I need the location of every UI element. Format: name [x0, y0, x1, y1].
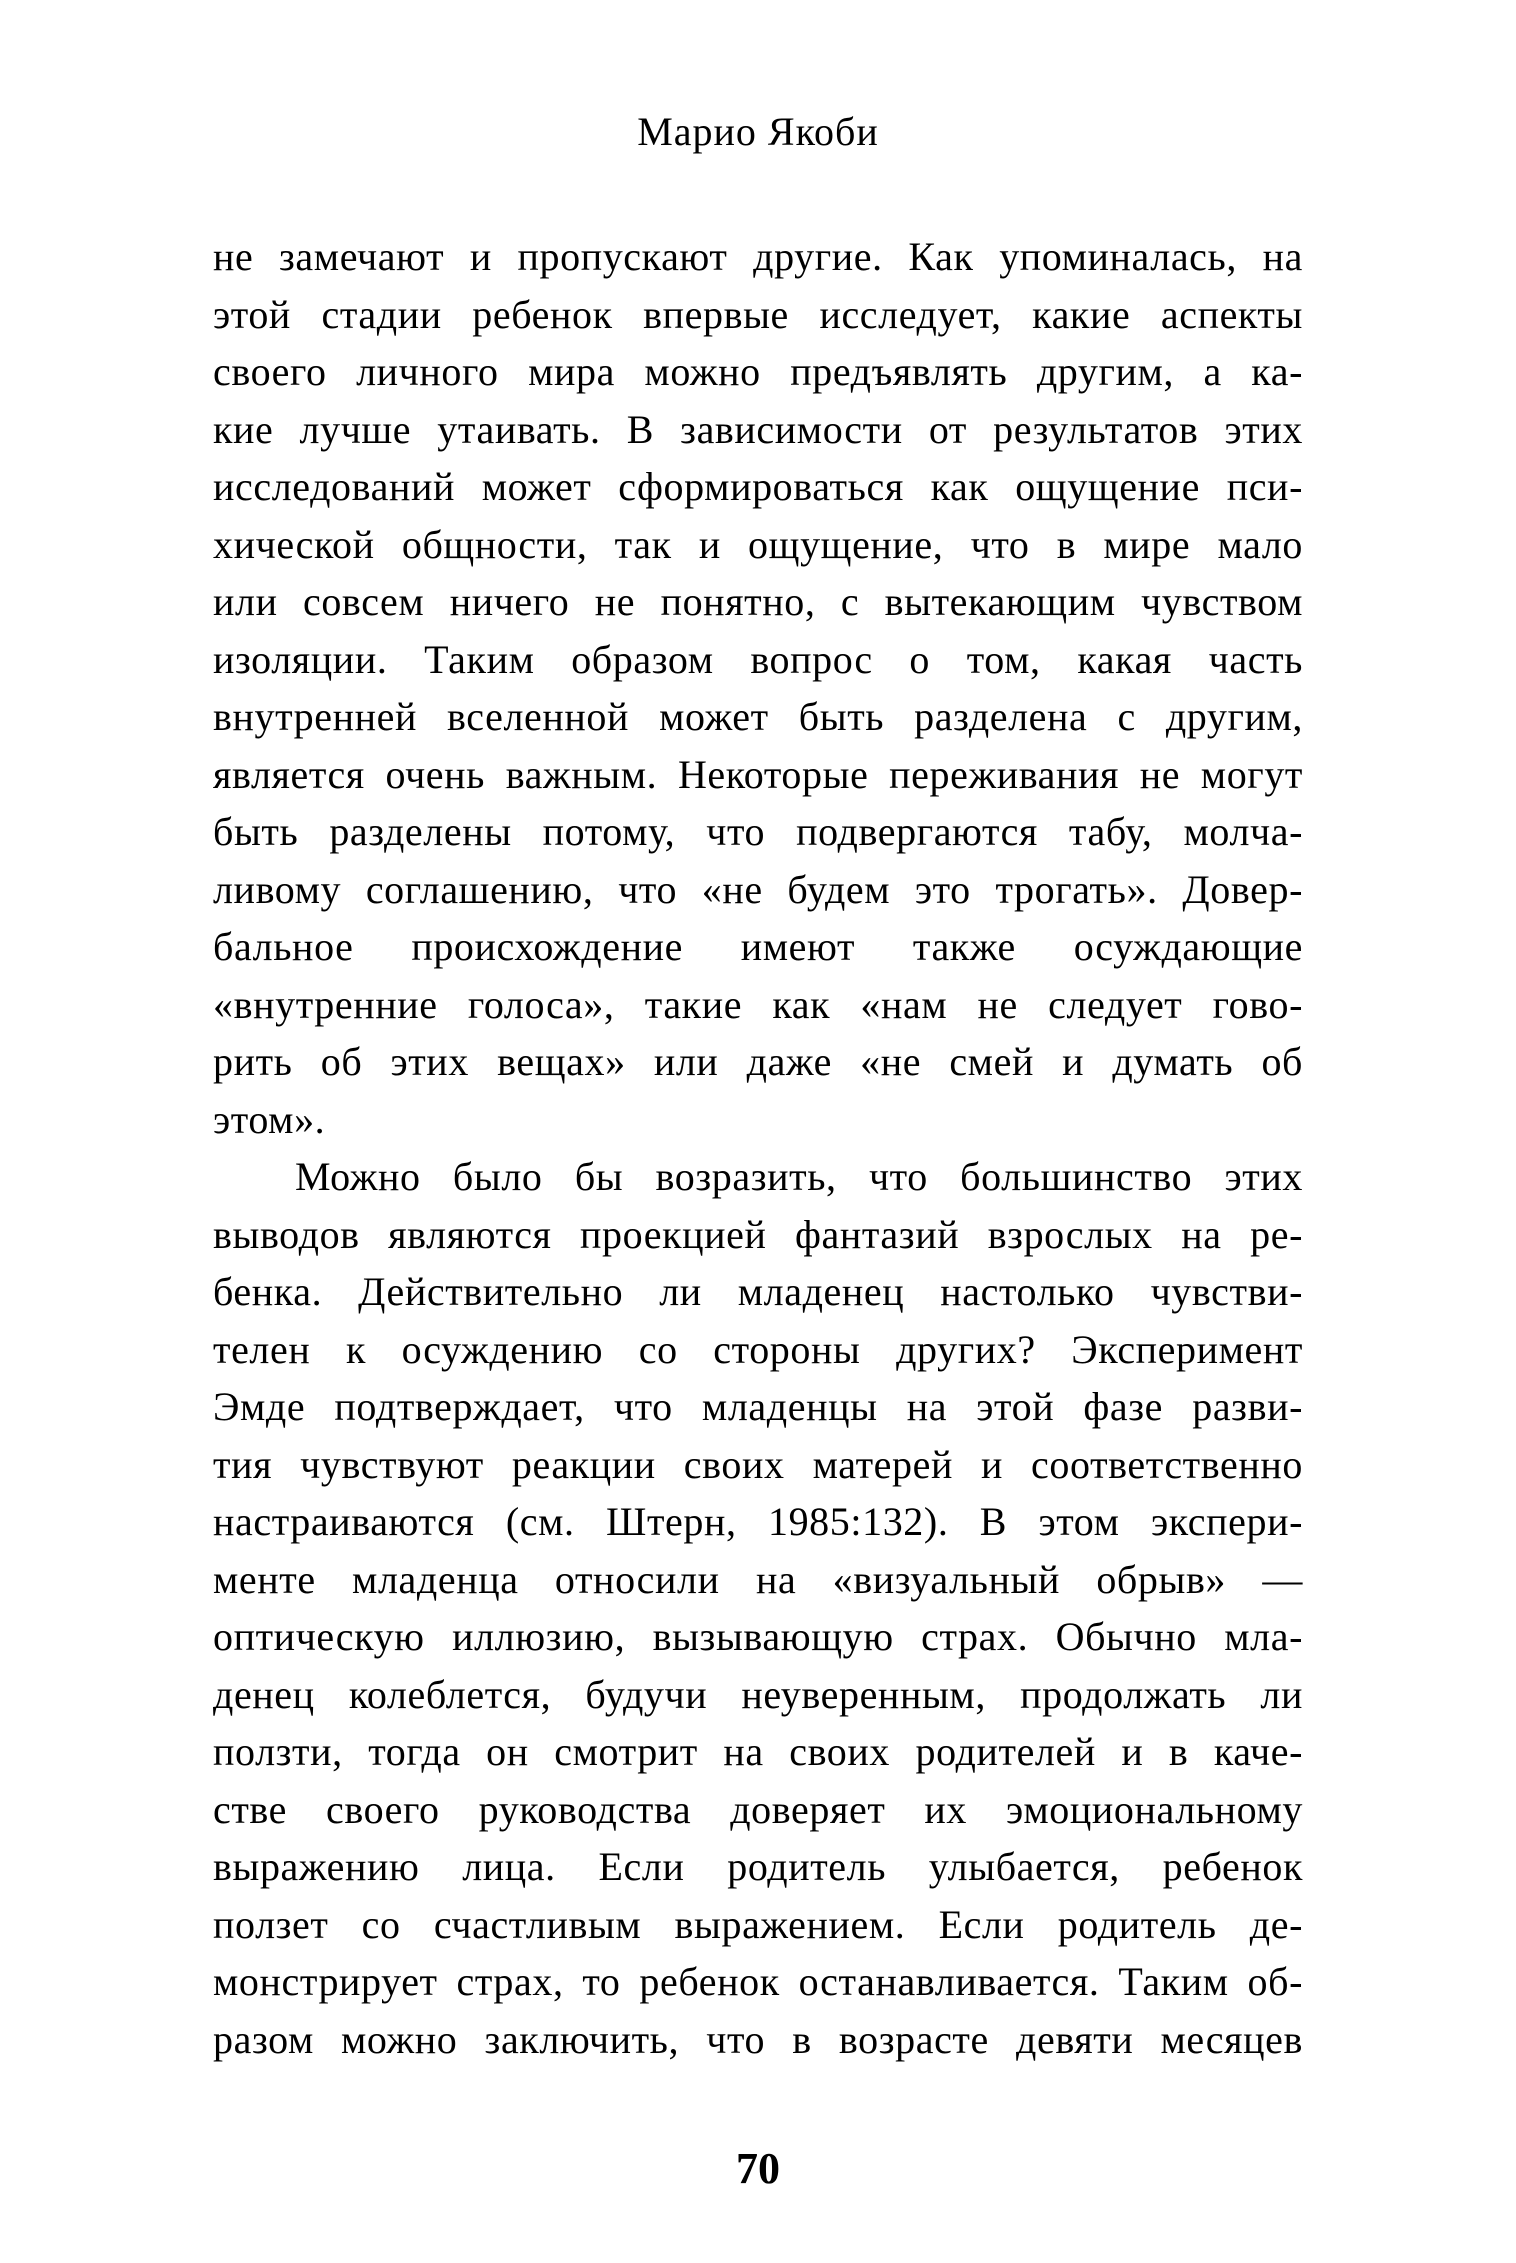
text-line: своего личного мира можно предъявлять другим, а ка- — [213, 349, 1303, 394]
running-head: Марио Якоби — [637, 109, 879, 154]
text-line: стве своего руководства доверяет их эмоциональному — [213, 1786, 1303, 1832]
text-line: ползет со счастливым выражением. Если родитель де- — [213, 1901, 1303, 1947]
text-line: выводов являются проекцией фантазий взрослых на ре- — [213, 1211, 1303, 1257]
text-line: выражению лица. Если родитель улыбается, ребенок — [213, 1844, 1303, 1889]
text-line: оптическую иллюзию, вызывающую страх. Обычно мла- — [213, 1614, 1303, 1659]
paragraph-1 — [213, 228, 1303, 1148]
text-line: денец колеблется, будучи неуверенным, продолжать ли — [213, 1671, 1303, 1717]
text-line: «внутренние голоса», такие как «нам не следует гово- — [213, 981, 1303, 1027]
text-line: Эмде подтверждает, что младенцы на этой фазе разви- — [213, 1384, 1303, 1429]
text-line: этой стадии ребенок впервые исследует, какие аспекты — [213, 291, 1303, 337]
text-line: монстрирует страх, то ребенок останавливается. Таким об- — [213, 1959, 1303, 2004]
text-line: менте младенца относили на «визуальный обрыв» — — [213, 1556, 1303, 1602]
body-text — [213, 228, 1303, 2068]
text-line: Можно было бы возразить, что большинство этих — [295, 1154, 1303, 1199]
text-line: изоляции. Таким образом вопрос о том, какая часть — [213, 636, 1303, 682]
text-line: ливому соглашению, что «не будем это трогать». Довер- — [213, 866, 1303, 912]
text-line: исследований может сформироваться как ощущение пси- — [213, 464, 1303, 509]
text-line: телен к осуждению со стороны других? Эксперимент — [213, 1326, 1303, 1372]
text-line: бенка. Действительно ли младенец настолько чувстви- — [213, 1269, 1303, 1314]
text-line: хической общности, так и ощущение, что в мире мало — [213, 521, 1303, 567]
text-line: или совсем ничего не понятно, с вытекающим чувством — [213, 579, 1303, 624]
page-number: 70 — [736, 2144, 780, 2193]
text-line: является очень важным. Некоторые переживания не могут — [213, 751, 1303, 797]
text-line: не замечают и пропускают другие. Как упоминалась, на — [213, 234, 1303, 279]
text-line: настраиваются (см. Штерн, 1985:132). В этом экспери- — [213, 1499, 1303, 1544]
text-line: рить об этих вещах» или даже «не смей и думать об — [213, 1039, 1303, 1084]
text-line: разом можно заключить, что в возрасте девяти месяцев — [213, 2016, 1303, 2062]
text-line: ползти, тогда он смотрит на своих родителей и в каче- — [213, 1729, 1303, 1774]
text-line: внутренней вселенной может быть разделена с другим, — [213, 694, 1303, 739]
text-line: быть разделены потому, что подвергаются табу, молча- — [213, 809, 1303, 854]
text-line: этом». — [213, 1096, 326, 1142]
text-line: тия чувствуют реакции своих матерей и соответственно — [213, 1441, 1303, 1487]
text-line: кие лучше утаивать. В зависимости от результатов этих — [213, 406, 1303, 452]
paragraph-2 — [213, 1148, 1303, 2068]
text-line: бальное происхождение имеют также осуждающие — [213, 924, 1303, 969]
